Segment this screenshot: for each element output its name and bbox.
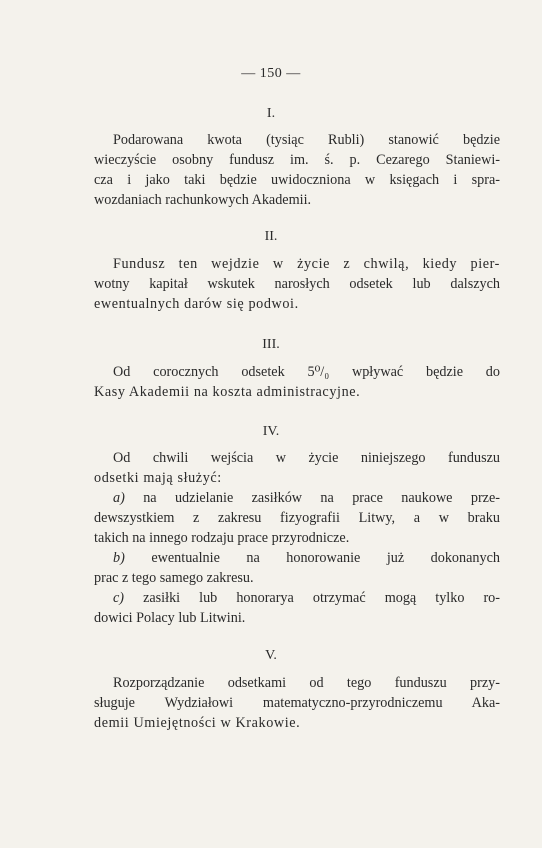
section-1-line-1: Podarowana kwota (tysiąc Rubli) stanowić będzie [113,132,500,148]
page-number: — 150 — [241,66,301,81]
section-heading-1: I. [266,106,276,121]
section-4-item-a-line-2: dewszystkiem z zakresu fizyografii Litwy, a w braku [94,510,500,526]
section-4-item-c-line-2: dowici Polacy lub Litwini. [94,610,246,626]
section-3-line-1: Od corocznych odsetek 5⁰/₀ wpływać będzie do [113,364,500,380]
section-heading-5: V. [265,648,277,663]
section-2-line-2: wotny kapitał wskutek narosłych odsetek lub dalszych [94,276,500,292]
section-1-line-2: wieczyście osobny fundusz im. ś. p. Cezarego Staniewi- [94,152,500,168]
section-4-item-c-line-1: c) zasiłki lub honorarya otrzymać mogą tylko ro- [113,590,500,606]
section-heading-2: II. [264,229,278,244]
section-2-line-1: Fundusz ten wejdzie w życie z chwilą, kiedy pier- [113,256,500,272]
section-5-line-1: Rozporządzanie odsetkami od tego funduszu przy- [113,675,500,691]
section-5-line-2: sługuje Wydziałowi matematyczno-przyrodniczemu Aka- [94,695,500,711]
section-4-item-a-line-1: a) na udzielanie zasiłków na prace naukowe prze- [113,490,500,506]
section-2-line-3: ewentualnych darów się podwoi. [94,296,299,312]
section-4-item-b-line-2: prac z tego samego zakresu. [94,570,254,586]
section-5-line-3: demii Umiejętności w Krakowie. [94,715,301,731]
section-1-line-4: wozdaniach rachunkowych Akademii. [94,192,312,208]
section-4-line-2: odsetki mają służyć: [94,470,222,486]
section-4-item-a-line-3: takich na innego rodzaju prace przyrodnicze. [94,530,350,546]
section-4-line-1: Od chwili wejścia w życie niniejszego funduszu [113,450,500,466]
section-heading-4: IV. [262,424,280,439]
section-4-item-b-line-1: b) ewentualnie na honorowanie już dokonanych [113,550,500,566]
section-1-line-3: cza i jako taki będzie uwidoczniona w księgach i spra- [94,172,500,188]
section-heading-3: III. [262,337,280,352]
section-3-line-2: Kasy Akademii na koszta administracyjne. [94,384,361,400]
